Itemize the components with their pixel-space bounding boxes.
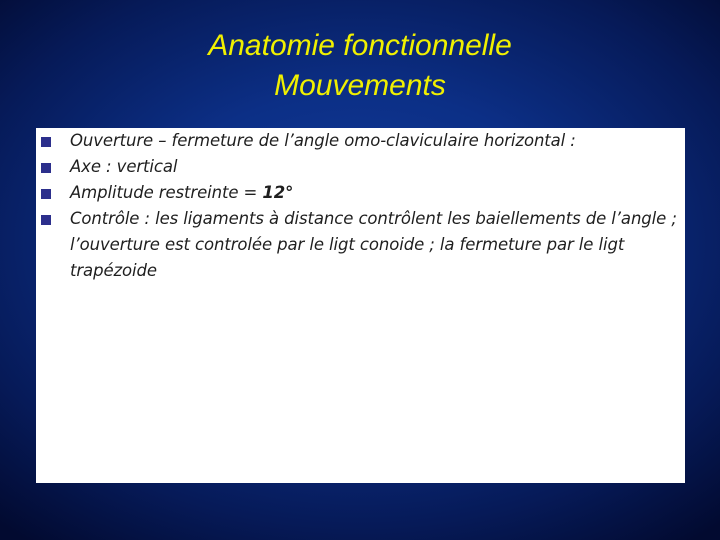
bullet-text-prefix: Amplitude restreinte = [70, 183, 263, 202]
bullet-item-axe [36, 154, 685, 180]
slide-title [0, 26, 720, 106]
content-box [36, 128, 685, 483]
bullet-text: Axe : vertical [70, 157, 178, 176]
bullet-text: Ouverture – fermeture de l’angle omo-claviculaire horizontal : [70, 131, 576, 150]
amplitude-value: 12° [262, 183, 294, 202]
bullet-list [36, 128, 685, 284]
square-bullet-icon [41, 189, 51, 199]
title-line-1: Anatomie fonctionnelle [208, 29, 512, 62]
square-bullet-icon [41, 163, 51, 173]
title-line-2: Mouvements [274, 69, 446, 102]
bullet-item-controle [36, 206, 685, 284]
bullet-item-amplitude [36, 180, 685, 206]
bullet-item-ouverture [36, 128, 685, 154]
square-bullet-icon [41, 215, 51, 225]
square-bullet-icon [41, 137, 51, 147]
bullet-text: Contrôle : les ligaments à distance contrôlent les baiellements de l’angle ; l’ouverture est controlée par le ligt conoide ; la fermeture par le ligt trapézoide [70, 209, 677, 280]
